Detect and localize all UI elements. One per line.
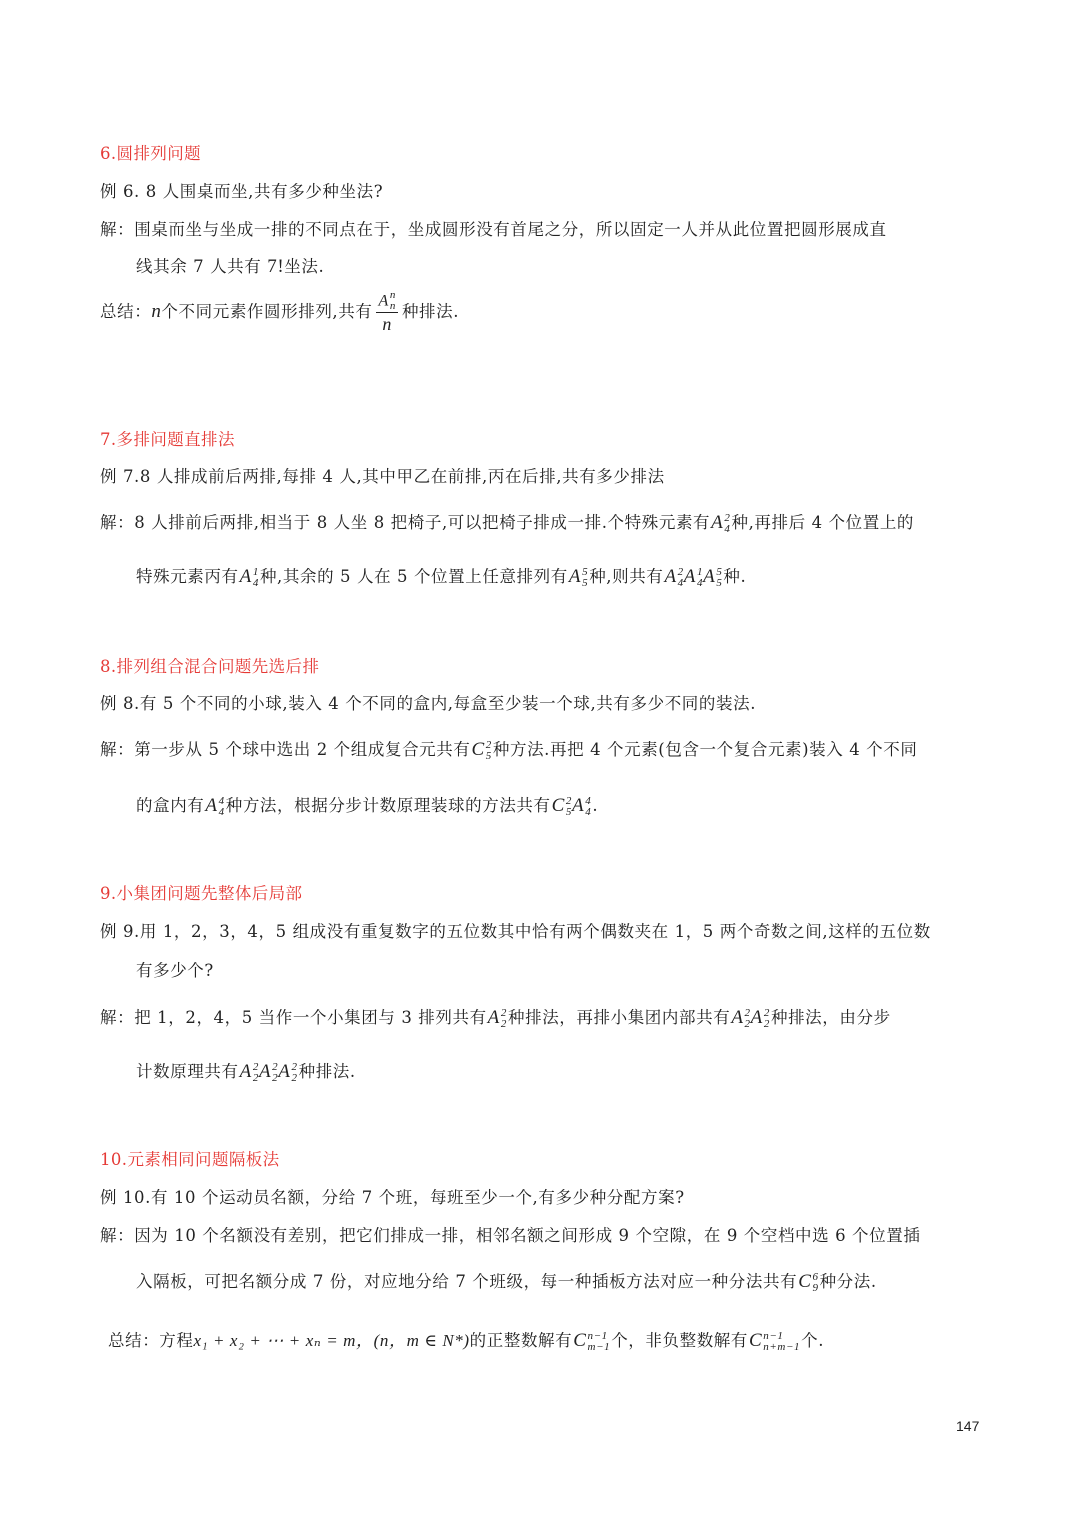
solution-9-line1: 解：把 1，2，4，5 当作一个小集团与 3 排列共有A 2 2 种排法，再排小集团内部共有A 2 2 A 2 2 种排法，由分步 bbox=[100, 1006, 891, 1030]
solution-6-line2: 线其余 7 人共有 7!坐法. bbox=[136, 256, 325, 277]
heading-9: 9.小集团问题先整体后局部 bbox=[100, 884, 303, 903]
example-9-line2: 有多少个? bbox=[136, 961, 214, 980]
heading-8: 8.排列组合混合问题先选后排 bbox=[100, 657, 320, 676]
solution-8-line1: 解：第一步从 5 个球中选出 2 个组成复合元共有C 2 5 种方法.再把 4 个元素(包含一个复合元素)装入 4 个不同 bbox=[100, 738, 918, 762]
heading-10: 10.元素相同问题隔板法 bbox=[100, 1150, 280, 1169]
solution-7-line1: 解：8 人排前后两排,相当于 8 人坐 8 把椅子,可以把椅子排成一排.个特殊元素有A 2 4 种,再排后 4 个位置上的 bbox=[100, 511, 915, 535]
fraction-arrangements: A n n n bbox=[378, 289, 396, 334]
solution-8-line2: 的盒内有A 4 4 种方法，根据分步计数原理装球的方法共有C 2 5 A 4 4 . bbox=[136, 794, 599, 818]
heading-6: 6.圆排列问题 bbox=[100, 144, 202, 163]
summary-6: 总结：n个不同元素作圆形排列,共有 A n n n 种排法. bbox=[100, 289, 460, 334]
example-10: 例 10.有 10 个运动员名额，分给 7 个班，每班至少一个,有多少种分配方案? bbox=[100, 1188, 685, 1207]
example-7: 例 7.8 人排成前后两排,每排 4 人,其中甲乙在前排,丙在后排,共有多少排法 bbox=[100, 467, 665, 486]
summary-10: 总结：方程x₁ + x₂ + ⋯ + xₙ = m，(n，m ∈ N*)的正整数解有C n−1 m−1 个，非负整数解有C n−1 n+m−1 个. bbox=[108, 1329, 825, 1353]
solution-6-line1: 解：围桌而坐与坐成一排的不同点在于，坐成圆形没有首尾之分，所以固定一人并从此位置把圆形展成直 bbox=[100, 220, 887, 239]
example-6: 例 6. 8 人围桌而坐,共有多少种坐法? bbox=[100, 182, 384, 201]
solution-10-line1: 解：因为 10 个名额没有差别，把它们排成一排，相邻名额之间形成 9 个空隙，在 9 个空档中选 6 个位置插 bbox=[100, 1226, 921, 1245]
heading-7: 7.多排问题直排法 bbox=[100, 430, 235, 449]
example-9-line1: 例 9.用 1，2，3，4，5 组成没有重复数字的五位数其中恰有两个偶数夹在 1，5 两个奇数之间,这样的五位数 bbox=[100, 922, 931, 941]
solution-10-line2: 入隔板，可把名额分成 7 份，对应地分给 7 个班级，每一种插板方法对应一种分法共有C 6 9 种分法. bbox=[136, 1270, 877, 1294]
page-number: 147 bbox=[956, 1418, 980, 1434]
solution-7-line2: 特殊元素丙有A 1 4 种,其余的 5 人在 5 个位置上任意排列有A 5 5 种,则共有A 2 4 A 1 4 A 5 5 种. bbox=[136, 565, 747, 589]
example-8: 例 8.有 5 个不同的小球,装入 4 个不同的盒内,每盒至少装一个球,共有多少不同的装法. bbox=[100, 694, 757, 713]
solution-9-line2: 计数原理共有A 2 2 A 2 2 A 2 2 种排法. bbox=[136, 1060, 356, 1084]
